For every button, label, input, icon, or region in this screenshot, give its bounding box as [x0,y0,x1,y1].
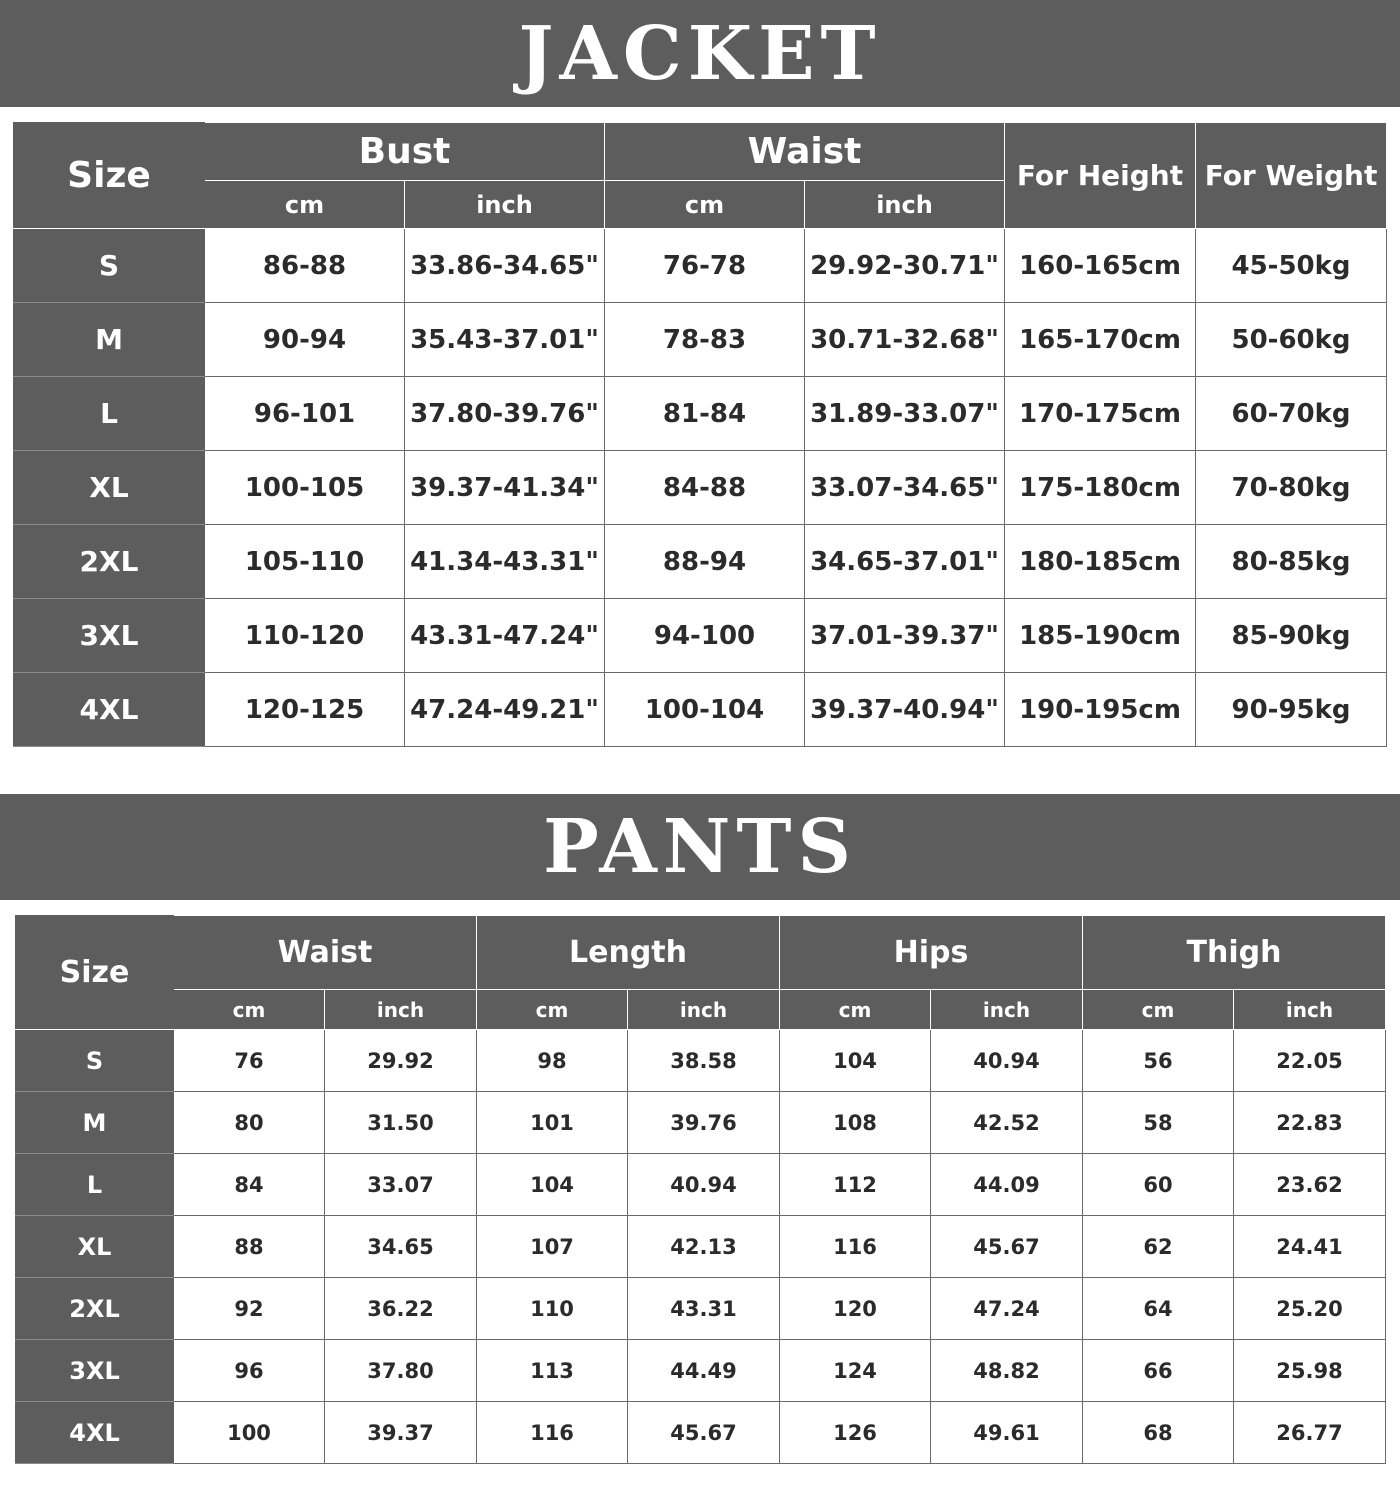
pants-cell-hips-inch: 45.67 [931,1216,1083,1278]
pants-header-thigh: Thigh [1083,916,1386,990]
table-row [16,1216,1386,1278]
pants-cell-length-inch: 44.49 [628,1340,780,1402]
jacket-cell-bust-cm: 96-101 [205,377,405,451]
jacket-cell-height: 175-180cm [1005,451,1196,525]
jacket-cell-waist-inch: 37.01-39.37" [805,599,1005,673]
jacket-cell-waist-inch: 33.07-34.65" [805,451,1005,525]
jacket-cell-waist-inch: 30.71-32.68" [805,303,1005,377]
pants-cell-waist-inch: 36.22 [325,1278,477,1340]
jacket-cell-height: 170-175cm [1005,377,1196,451]
jacket-cell-height: 165-170cm [1005,303,1196,377]
jacket-cell-height: 185-190cm [1005,599,1196,673]
pants-cell-size: 3XL [16,1340,174,1402]
jacket-cell-size: 3XL [14,599,205,673]
table-row [14,377,1387,451]
pants-subheader-hips-cm: cm [780,990,931,1030]
jacket-cell-weight: 50-60kg [1196,303,1387,377]
jacket-cell-weight: 70-80kg [1196,451,1387,525]
jacket-cell-waist-cm: 76-78 [605,229,805,303]
pants-title: PANTS [0,794,1400,900]
pants-cell-length-cm: 116 [477,1402,628,1464]
jacket-cell-size: S [14,229,205,303]
jacket-cell-waist-cm: 84-88 [605,451,805,525]
pants-cell-thigh-cm: 56 [1083,1030,1234,1092]
jacket-header-for-height: For Height [1005,123,1196,229]
table-row [16,1092,1386,1154]
jacket-subheader-bust-cm: cm [205,181,405,229]
pants-cell-length-inch: 39.76 [628,1092,780,1154]
jacket-cell-waist-cm: 100-104 [605,673,805,747]
jacket-cell-height: 160-165cm [1005,229,1196,303]
jacket-cell-height: 180-185cm [1005,525,1196,599]
jacket-subheader-bust-inch: inch [405,181,605,229]
pants-cell-hips-inch: 40.94 [931,1030,1083,1092]
pants-subheader-waist-cm: cm [174,990,325,1030]
pants-cell-thigh-inch: 22.05 [1234,1030,1386,1092]
pants-cell-thigh-inch: 25.20 [1234,1278,1386,1340]
pants-cell-hips-inch: 44.09 [931,1154,1083,1216]
jacket-cell-size: M [14,303,205,377]
pants-cell-thigh-inch: 26.77 [1234,1402,1386,1464]
pants-cell-hips-inch: 47.24 [931,1278,1083,1340]
jacket-cell-weight: 80-85kg [1196,525,1387,599]
pants-cell-hips-cm: 108 [780,1092,931,1154]
table-row [14,451,1387,525]
pants-size-table [15,915,1386,1464]
jacket-cell-bust-inch: 35.43-37.01" [405,303,605,377]
pants-cell-waist-inch: 39.37 [325,1402,477,1464]
jacket-cell-size: L [14,377,205,451]
table-row [14,525,1387,599]
jacket-cell-bust-inch: 39.37-41.34" [405,451,605,525]
pants-cell-length-cm: 110 [477,1278,628,1340]
table-row [16,1340,1386,1402]
pants-subheader-thigh-inch: inch [1234,990,1386,1030]
pants-cell-thigh-inch: 25.98 [1234,1340,1386,1402]
pants-cell-hips-inch: 49.61 [931,1402,1083,1464]
pants-cell-length-cm: 113 [477,1340,628,1402]
jacket-cell-bust-cm: 105-110 [205,525,405,599]
pants-cell-hips-cm: 104 [780,1030,931,1092]
pants-cell-thigh-cm: 62 [1083,1216,1234,1278]
pants-cell-size: S [16,1030,174,1092]
jacket-cell-weight: 45-50kg [1196,229,1387,303]
pants-subheader-waist-inch: inch [325,990,477,1030]
pants-header-hips: Hips [780,916,1083,990]
table-row [14,599,1387,673]
pants-cell-waist-cm: 92 [174,1278,325,1340]
pants-cell-hips-inch: 42.52 [931,1092,1083,1154]
pants-cell-length-inch: 43.31 [628,1278,780,1340]
pants-cell-thigh-inch: 23.62 [1234,1154,1386,1216]
pants-cell-size: L [16,1154,174,1216]
pants-cell-size: 4XL [16,1402,174,1464]
jacket-cell-size: 4XL [14,673,205,747]
jacket-cell-waist-inch: 31.89-33.07" [805,377,1005,451]
pants-cell-thigh-cm: 64 [1083,1278,1234,1340]
pants-cell-waist-inch: 31.50 [325,1092,477,1154]
pants-cell-waist-cm: 88 [174,1216,325,1278]
jacket-title: JACKET [0,0,1400,107]
pants-cell-waist-cm: 76 [174,1030,325,1092]
pants-subheader-length-inch: inch [628,990,780,1030]
jacket-header-bust: Bust [205,123,605,181]
jacket-cell-bust-cm: 110-120 [205,599,405,673]
jacket-header-waist: Waist [605,123,1005,181]
pants-cell-thigh-cm: 58 [1083,1092,1234,1154]
jacket-cell-bust-inch: 41.34-43.31" [405,525,605,599]
jacket-header-for-weight: For Weight [1196,123,1387,229]
pants-cell-hips-cm: 126 [780,1402,931,1464]
jacket-cell-waist-inch: 29.92-30.71" [805,229,1005,303]
pants-cell-hips-cm: 124 [780,1340,931,1402]
pants-cell-waist-cm: 100 [174,1402,325,1464]
pants-cell-length-cm: 104 [477,1154,628,1216]
pants-cell-waist-cm: 80 [174,1092,325,1154]
pants-cell-waist-inch: 34.65 [325,1216,477,1278]
pants-cell-hips-cm: 120 [780,1278,931,1340]
jacket-cell-weight: 85-90kg [1196,599,1387,673]
jacket-subheader-waist-inch: inch [805,181,1005,229]
pants-cell-waist-inch: 37.80 [325,1340,477,1402]
jacket-cell-bust-cm: 120-125 [205,673,405,747]
jacket-cell-height: 190-195cm [1005,673,1196,747]
jacket-cell-size: 2XL [14,525,205,599]
pants-cell-length-cm: 101 [477,1092,628,1154]
pants-cell-length-inch: 38.58 [628,1030,780,1092]
jacket-cell-bust-cm: 86-88 [205,229,405,303]
jacket-cell-waist-cm: 88-94 [605,525,805,599]
pants-subheader-length-cm: cm [477,990,628,1030]
pants-cell-thigh-cm: 68 [1083,1402,1234,1464]
pants-cell-thigh-inch: 22.83 [1234,1092,1386,1154]
pants-cell-thigh-inch: 24.41 [1234,1216,1386,1278]
jacket-cell-waist-inch: 34.65-37.01" [805,525,1005,599]
pants-cell-length-cm: 107 [477,1216,628,1278]
pants-cell-length-inch: 40.94 [628,1154,780,1216]
table-row [16,1154,1386,1216]
pants-cell-length-inch: 45.67 [628,1402,780,1464]
jacket-size-table [13,122,1387,747]
table-row [14,673,1387,747]
jacket-cell-bust-inch: 37.80-39.76" [405,377,605,451]
jacket-cell-waist-cm: 78-83 [605,303,805,377]
table-row [14,229,1387,303]
table-row [14,303,1387,377]
jacket-header-size: Size [14,123,205,229]
pants-header-waist: Waist [174,916,477,990]
jacket-cell-bust-inch: 33.86-34.65" [405,229,605,303]
pants-cell-waist-cm: 84 [174,1154,325,1216]
pants-cell-length-cm: 98 [477,1030,628,1092]
pants-cell-size: M [16,1092,174,1154]
pants-header-size: Size [16,916,174,1030]
jacket-cell-bust-inch: 47.24-49.21" [405,673,605,747]
pants-cell-size: 2XL [16,1278,174,1340]
table-row [16,1030,1386,1092]
jacket-cell-weight: 90-95kg [1196,673,1387,747]
jacket-cell-bust-inch: 43.31-47.24" [405,599,605,673]
jacket-cell-waist-inch: 39.37-40.94" [805,673,1005,747]
pants-cell-hips-cm: 112 [780,1154,931,1216]
jacket-cell-size: XL [14,451,205,525]
jacket-cell-waist-cm: 81-84 [605,377,805,451]
table-row [16,1402,1386,1464]
pants-header-length: Length [477,916,780,990]
pants-cell-waist-inch: 33.07 [325,1154,477,1216]
jacket-cell-bust-cm: 100-105 [205,451,405,525]
jacket-cell-waist-cm: 94-100 [605,599,805,673]
jacket-cell-weight: 60-70kg [1196,377,1387,451]
pants-cell-waist-inch: 29.92 [325,1030,477,1092]
pants-cell-hips-inch: 48.82 [931,1340,1083,1402]
pants-subheader-thigh-cm: cm [1083,990,1234,1030]
pants-cell-thigh-cm: 60 [1083,1154,1234,1216]
pants-cell-size: XL [16,1216,174,1278]
jacket-subheader-waist-cm: cm [605,181,805,229]
pants-subheader-hips-inch: inch [931,990,1083,1030]
pants-cell-thigh-cm: 66 [1083,1340,1234,1402]
jacket-cell-bust-cm: 90-94 [205,303,405,377]
pants-cell-waist-cm: 96 [174,1340,325,1402]
pants-cell-length-inch: 42.13 [628,1216,780,1278]
table-row [16,1278,1386,1340]
pants-cell-hips-cm: 116 [780,1216,931,1278]
